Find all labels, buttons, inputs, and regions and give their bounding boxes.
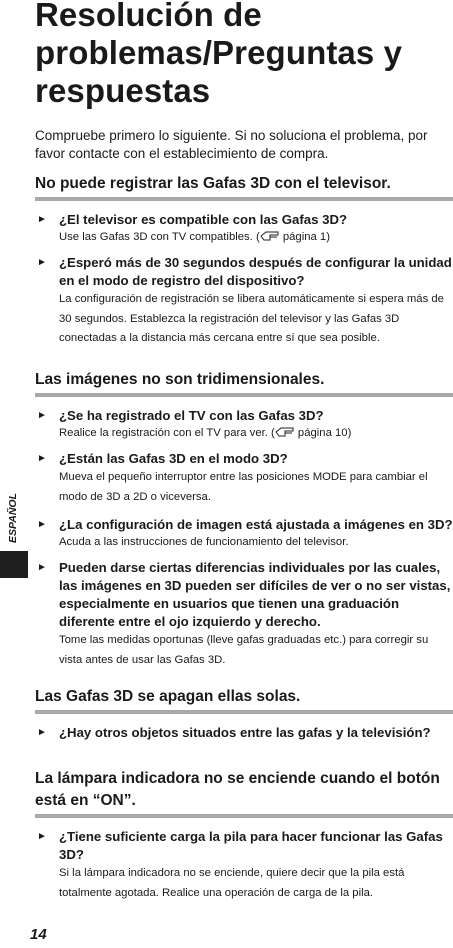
question-text: Pueden darse ciertas diferencias individuales por las cuales, las imágenes en 3D pueden ser difíciles de ver o no ser vistas, especialmente en usuarios que tienen una graduación diferente entre el ojo izquierdo y derecho. [59,560,451,629]
arrow-bullet-icon: ► [37,214,47,225]
arrow-bullet-icon: ► [37,831,47,842]
intro-text: Compruebe primero lo siguiente. Si no soluciona el problema, por favor contacte con el establecimiento de compra. [35,128,428,161]
answer-text: Realice la registración con el TV para ver. ( página 10) [59,427,352,439]
answer-text: Tome las medidas oportunas (lleve gafas graduadas etc.) para corregir su vista antes de usar las Gafas 3D. [59,634,429,666]
arrow-bullet-icon: ► [37,562,47,573]
section-heading: No puede registrar las Gafas 3D con el televisor. [35,173,453,201]
section-not-3d [35,369,453,670]
section-heading: La lámpara indicadora no se enciende cuando el botón está en “ON”. [35,768,453,818]
question-text: ¿Esperó más de 30 segundos después de configurar la unidad en el modo de registro del dispositivo? [59,255,452,288]
list-item [35,450,453,507]
list-item [35,407,453,441]
list-item [35,211,453,245]
answer-text: Acuda a las instrucciones de funcionamiento del televisor. [59,536,349,548]
arrow-bullet-icon: ► [37,410,47,421]
section-heading: Las imágenes no son tridimensionales. [35,369,453,397]
list-item [35,254,453,349]
section-cannot-register [35,173,453,349]
answer-text: La configuración de registración se libera automáticamente si espera más de 30 segundos. Establezca la registración del televisor y las Gafas 3D conectadas a la distancia más cercana entre sí que sea posible. [59,293,444,344]
list-item [35,559,453,670]
pointing-hand-icon [260,231,280,241]
pointing-hand-icon [275,427,295,437]
answer-text: Si la lámpara indicadora no se enciende, quiere decir que la pila está totalmente agotada. Realice una operación de carga de la pila. [59,867,405,899]
question-text: ¿La configuración de imagen está ajustada a imágenes en 3D? [59,517,453,532]
question-text: ¿El televisor es compatible con las Gafas 3D? [59,212,348,227]
list-item [35,724,453,742]
question-text: ¿Hay otros objetos situados entre las gafas y la televisión? [59,725,431,740]
arrow-bullet-icon: ► [37,257,47,268]
page-title: Resolución de problemas/Preguntas y respuestas [35,0,403,109]
question-text: ¿Están las Gafas 3D en el modo 3D? [59,451,288,466]
section-heading: Las Gafas 3D se apagan ellas solas. [35,686,453,714]
list-item [35,516,453,550]
language-tab-marker [0,551,28,578]
section-lamp-off [35,768,453,903]
section-auto-off [35,686,453,742]
arrow-bullet-icon: ► [37,453,47,464]
arrow-bullet-icon: ► [37,519,47,530]
list-item [35,828,453,903]
answer-text: Mueva el pequeño interruptor entre las posiciones MODE para cambiar el modo de 3D a 2D o viceversa. [59,471,428,503]
arrow-bullet-icon: ► [37,727,47,738]
answer-text: Use las Gafas 3D con TV compatibles. ( página 1) [59,231,330,243]
page-number: 14 [30,926,47,943]
question-text: ¿Tiene suficiente carga la pila para hacer funcionar las Gafas 3D? [59,829,443,862]
language-side-label: ESPAÑOL [7,493,19,543]
question-text: ¿Se ha registrado el TV con las Gafas 3D? [59,408,324,423]
